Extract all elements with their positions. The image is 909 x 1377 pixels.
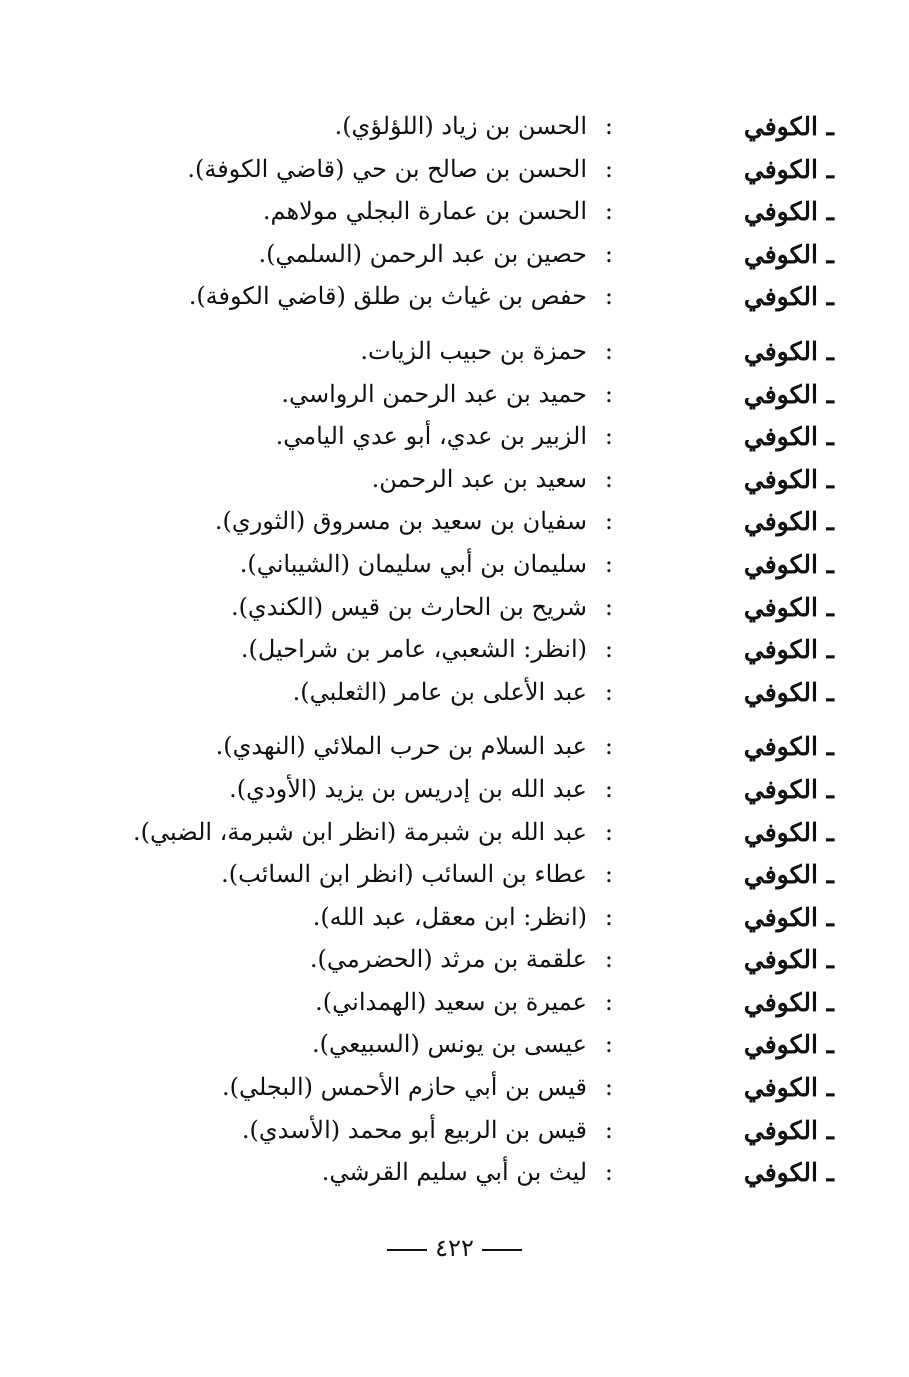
footer-dash [387,1249,427,1251]
entry-name: قيس بن الربيع أبو محمد (الأسدي). [241,1115,587,1144]
entry-row [0,899,909,942]
entry-name: شريح بن الحارث بن قيس (الكندي). [230,592,587,621]
entry-separator: : [604,154,613,183]
entry-row [0,461,909,504]
entry-separator: : [604,1073,613,1102]
entry-label: ـ الكوفي [743,422,834,452]
entry-separator: : [604,945,613,974]
entry-label: ـ الكوفي [743,154,834,184]
entry-label: ـ الكوفي [743,1030,834,1060]
entry-name: حفص بن غياث بن طلق (قاضي الكوفة). [188,282,587,311]
entry-name: حمزة بن حبيب الزيات. [360,336,587,365]
entry-row [0,1026,909,1069]
entry-name: سليمان بن أبي سليمان (الشيباني). [239,549,587,578]
entry-label: ـ الكوفي [743,860,834,890]
entry-label: ـ الكوفي [743,507,834,537]
entry-label: ـ الكوفي [743,635,834,665]
page-footer [0,1234,909,1262]
entry-label: ـ الكوفي [743,945,834,975]
entry-label: ـ الكوفي [743,817,834,847]
entry-label: ـ الكوفي [743,112,834,141]
entry-label: ـ الكوفي [743,282,834,312]
entry-row [0,376,909,419]
entry-label: ـ الكوفي [743,336,834,366]
entry-separator: : [604,112,613,140]
entry-separator: : [604,507,613,536]
entry-row [0,984,909,1027]
entry-row [0,108,909,151]
entry-name: (انظر: الشعبي، عامر بن شراحيل). [240,635,587,664]
entry-separator: : [604,422,613,451]
entry-row [0,941,909,984]
entry-label: ـ الكوفي [743,379,834,409]
entry-name: عطاء بن السائب (انظر ابن السائب). [221,860,587,889]
entry-label: ـ الكوفي [743,732,834,762]
entry-name: عبد الله بن شبرمة (انظر ابن شبرمة، الضبي). [133,817,587,846]
entry-name: الحسن بن عمارة البجلي مولاهم. [262,197,587,226]
entry-name: الحسن بن صالح بن حي (قاضي الكوفة). [187,154,587,183]
entry-name: حميد بن عبد الرحمن الرواسي. [281,379,587,408]
entry-label: ـ الكوفي [743,1158,834,1188]
entry-row [0,418,909,461]
entry-row [0,1069,909,1112]
entry-separator: : [604,1115,613,1144]
entry-row [0,546,909,589]
entry-name: عبد السلام بن حرب الملائي (النهدي). [215,732,587,761]
entry-separator: : [604,1158,613,1187]
entry-row [0,589,909,632]
entry-name: قيس بن أبي حازم الأحمس (البجلي). [221,1073,587,1102]
entry-separator: : [604,635,613,664]
entry-name: (انظر: ابن معقل، عبد الله). [312,902,587,931]
entry-separator: : [604,282,613,311]
entry-label: ـ الكوفي [743,549,834,579]
entry-separator: : [604,817,613,846]
entry-label: ـ الكوفي [743,1073,834,1103]
entry-row [0,236,909,279]
entry-name: علقمة بن مرثد (الحضرمي). [309,945,587,974]
entry-row [0,333,909,376]
entry-separator: : [604,197,613,226]
entry-separator: : [604,592,613,621]
entry-label: ـ الكوفي [743,987,834,1017]
entry-name: عبد الأعلى بن عامر (الثعلبي). [292,677,587,706]
entry-label: ـ الكوفي [743,677,834,707]
entry-row [0,771,909,814]
entry-separator: : [604,336,613,365]
entry-name: عيسى بن يونس (السبيعي). [312,1030,587,1059]
entry-label: ـ الكوفي [743,902,834,932]
footer-dash [482,1249,522,1251]
entry-name: الحسن بن زياد (اللؤلؤي). [334,112,587,140]
entry-label: ـ الكوفي [743,592,834,622]
entry-separator: : [604,774,613,803]
entry-name: عميرة بن سعيد (الهمداني). [315,987,587,1016]
entry-name: عبد الله بن إدريس بن يزيد (الأودي). [229,774,587,803]
page-number: ٤٢٢ [435,1234,474,1262]
entry-separator: : [604,860,613,889]
entry-name: حصين بن عبد الرحمن (السلمي). [258,239,587,268]
entry-label: ـ الكوفي [743,1115,834,1145]
entry-name: سعيد بن عبد الرحمن. [371,464,587,493]
entry-label: ـ الكوفي [743,239,834,269]
entry-separator: : [604,549,613,578]
entry-row [0,631,909,674]
entry-row [0,193,909,236]
entry-separator: : [604,732,613,761]
entry-name: الزبير بن عدي، أبو عدي اليامي. [275,422,587,451]
entry-label: ـ الكوفي [743,464,834,494]
entry-separator: : [604,239,613,268]
entry-separator: : [604,1030,613,1059]
entry-row [0,278,909,321]
entry-name: ليث بن أبي سليم القرشي. [321,1158,587,1187]
entry-row [0,151,909,194]
entry-row [0,814,909,857]
entry-row [0,674,909,717]
entry-label: ـ الكوفي [743,197,834,227]
entry-name: سفيان بن سعيد بن مسروق (الثوري). [214,507,587,536]
entry-row [0,503,909,546]
entry-list [0,108,909,1197]
entry-label: ـ الكوفي [743,774,834,804]
entry-separator: : [604,464,613,493]
entry-separator: : [604,902,613,931]
entry-separator: : [604,987,613,1016]
entry-row [0,728,909,771]
entry-row [0,856,909,899]
entry-row [0,1154,909,1197]
entry-row [0,1112,909,1155]
entry-separator: : [604,379,613,408]
entry-separator: : [604,677,613,706]
